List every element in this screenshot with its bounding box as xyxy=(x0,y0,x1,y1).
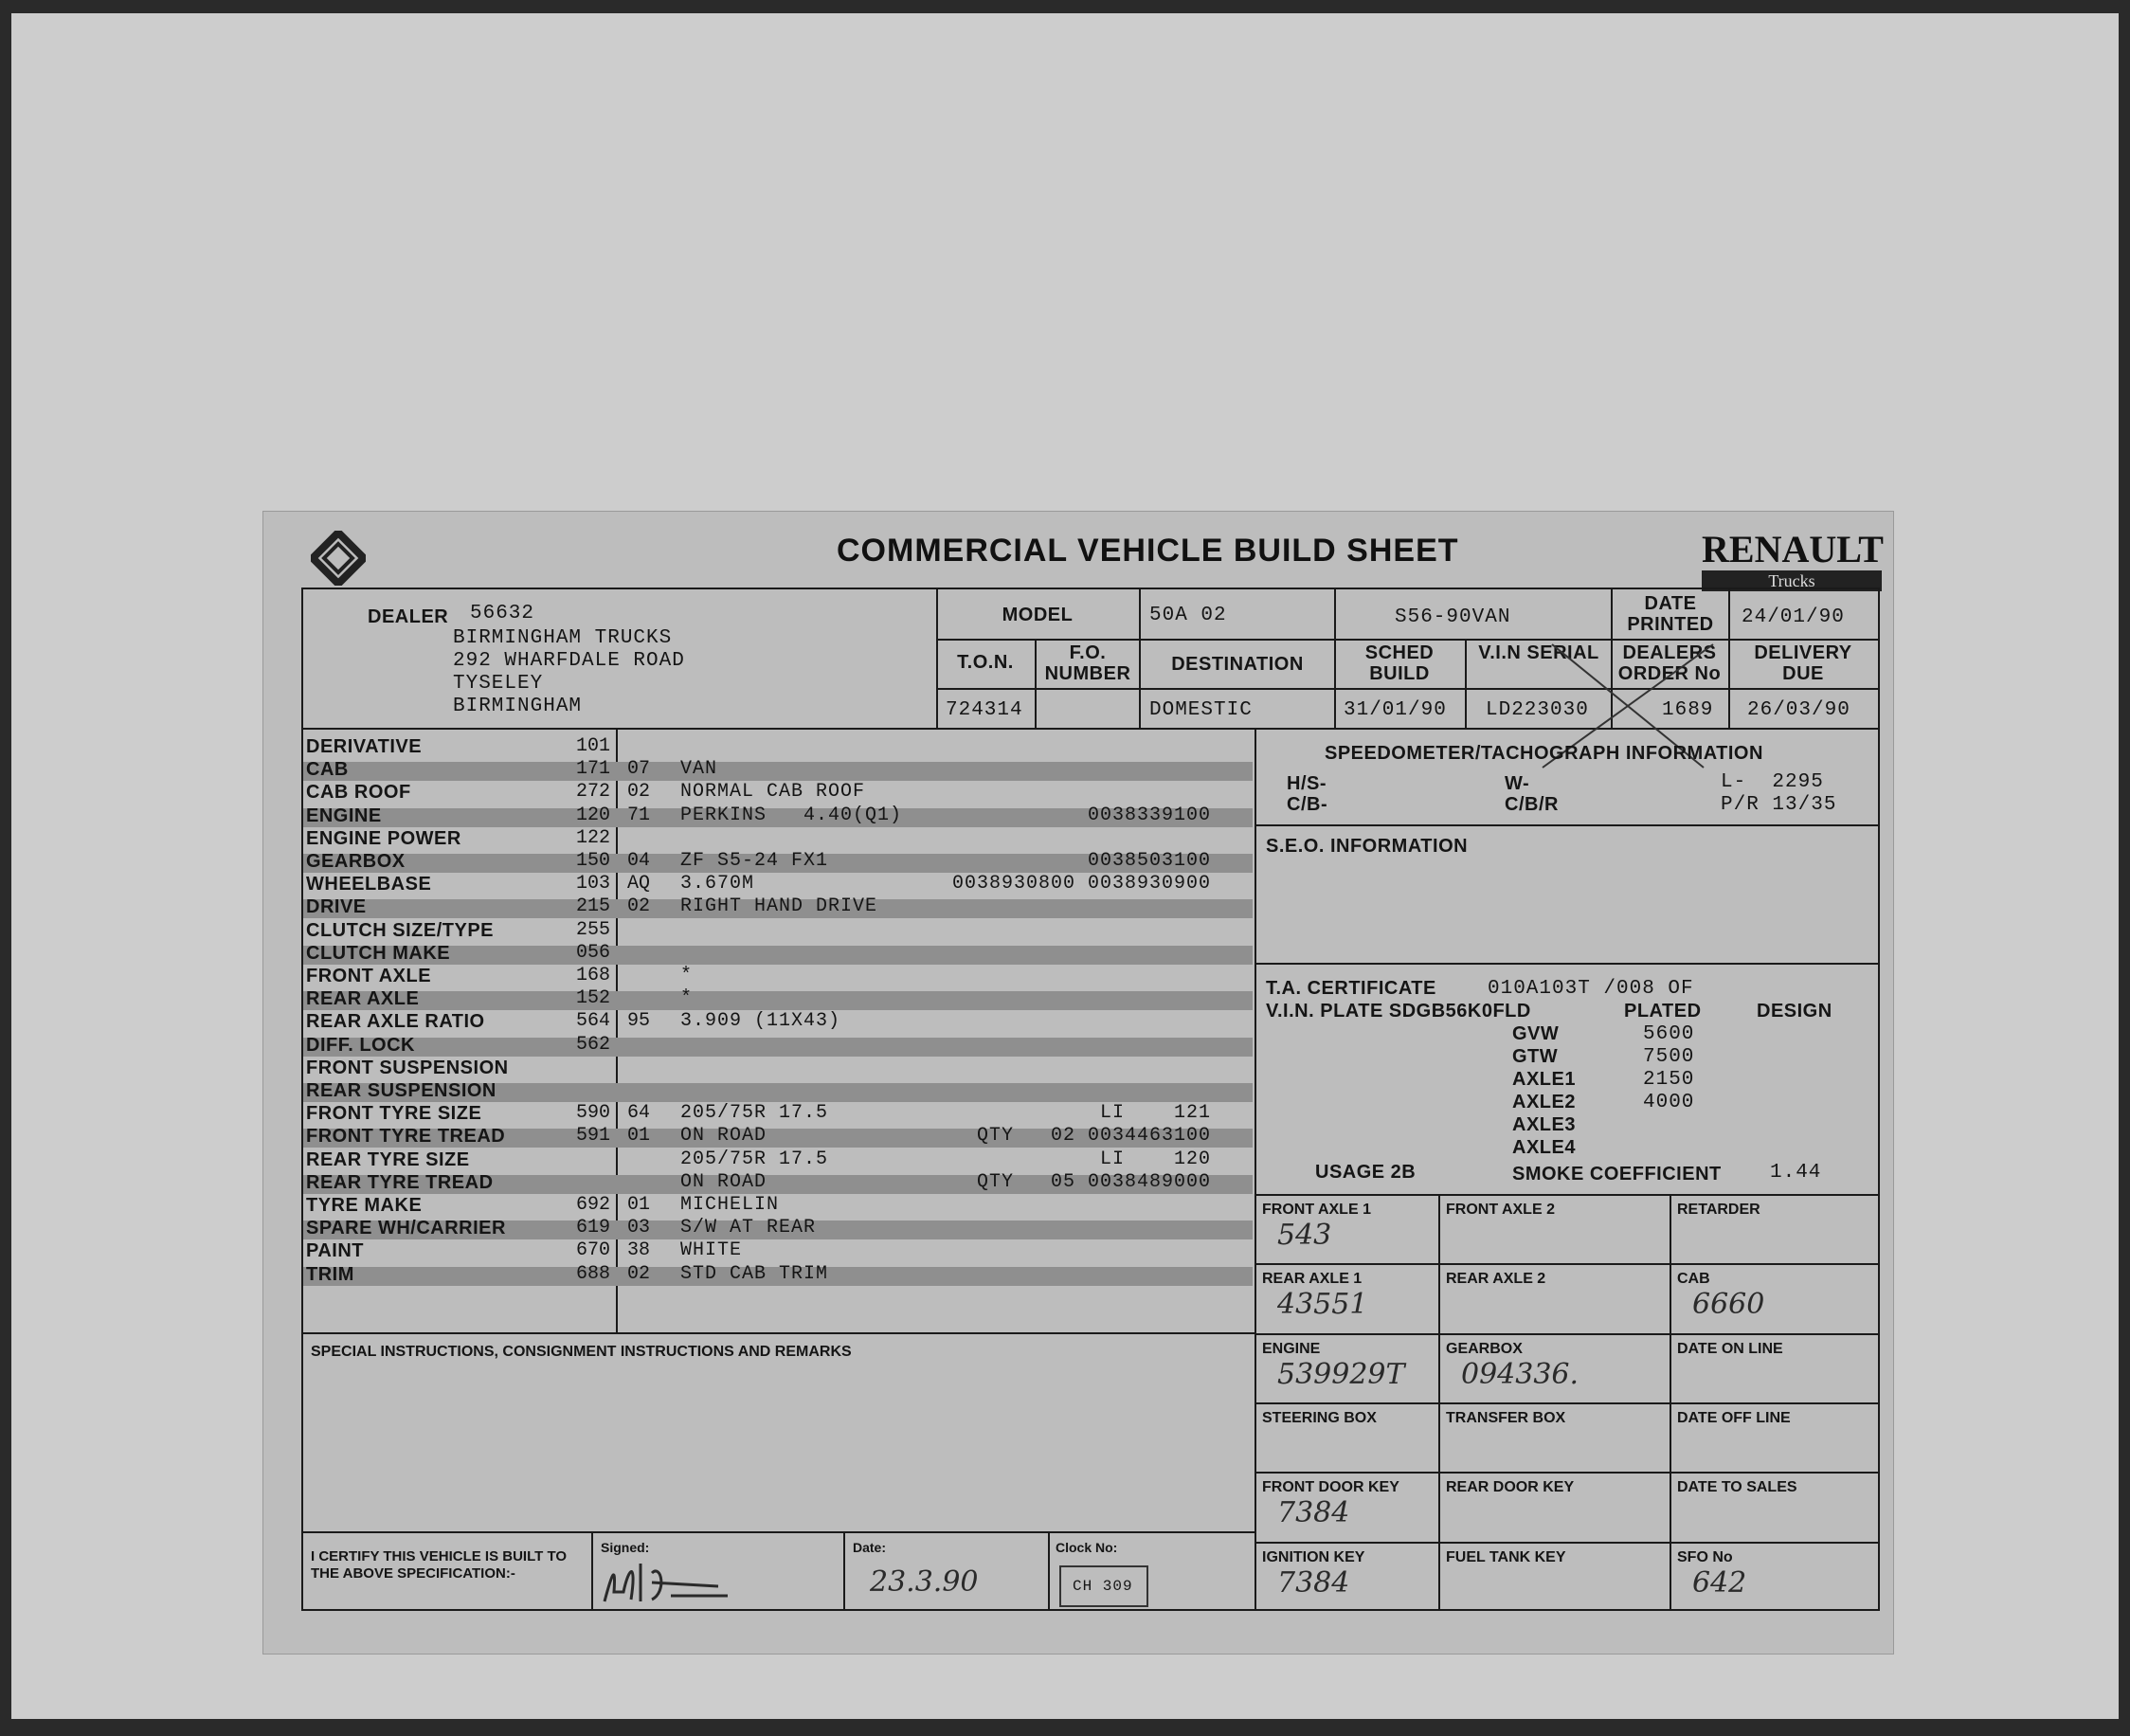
ta-weight-key: GVW xyxy=(1512,1023,1560,1044)
divider xyxy=(1255,1472,1880,1474)
grid-cell-value: 7384 xyxy=(1277,1566,1350,1600)
ta-weight-key: AXLE2 xyxy=(1512,1092,1576,1112)
spec-option: 07 xyxy=(627,758,651,780)
spec-label: DIFF. LOCK xyxy=(306,1035,415,1056)
spec-label: FRONT TYRE SIZE xyxy=(306,1103,482,1124)
brand-sub: Trucks xyxy=(1702,570,1882,591)
divider xyxy=(301,1531,1256,1533)
spec-code: 272 xyxy=(575,781,610,803)
spec-label: GEARBOX xyxy=(306,851,406,872)
spec-label: CLUTCH SIZE/TYPE xyxy=(306,920,495,941)
ta-weight-key: AXLE1 xyxy=(1512,1069,1576,1090)
dealers-order-value: 1689 xyxy=(1662,699,1714,721)
spec-code: 619 xyxy=(575,1217,610,1239)
spec-code: 103 xyxy=(575,873,610,895)
usage: USAGE 2B xyxy=(1315,1162,1417,1183)
spec-option: AQ xyxy=(627,873,651,895)
grid-cell-label: REAR AXLE 2 xyxy=(1446,1271,1546,1287)
divider xyxy=(1255,824,1880,826)
grid-cell-label: IGNITION KEY xyxy=(1262,1549,1365,1565)
spec-description: 3.909 (11X43) xyxy=(680,1010,841,1032)
grid-cell-label: DATE ON LINE xyxy=(1677,1341,1783,1357)
dealer-address-line: 292 WHARFDALE ROAD xyxy=(453,650,685,672)
ta-cert-label: T.A. CERTIFICATE xyxy=(1266,978,1436,999)
dealer-address-line: BIRMINGHAM xyxy=(453,696,583,717)
destination-label: DESTINATION xyxy=(1171,654,1304,675)
divider xyxy=(1670,1194,1671,1611)
spec-code: 171 xyxy=(575,758,610,780)
speedo-pr: P/R 13/35 xyxy=(1721,794,1837,816)
spec-label: ENGINE xyxy=(306,805,382,826)
spec-code: 692 xyxy=(575,1194,610,1216)
brand-name: RENAULT xyxy=(1702,528,1884,570)
spec-code: 056 xyxy=(575,942,610,964)
spec-label: DRIVE xyxy=(306,896,367,917)
grid-cell-label: REAR AXLE 1 xyxy=(1262,1271,1363,1287)
sched-build-value: 31/01/90 xyxy=(1344,699,1447,721)
spec-code: 562 xyxy=(575,1034,610,1056)
speedo-cb: C/B- xyxy=(1287,794,1328,815)
spec-part-number: QTY 05 0038489000 xyxy=(976,1171,1211,1193)
spec-label: REAR AXLE xyxy=(306,988,420,1009)
spec-part-number: QTY 02 0034463100 xyxy=(976,1125,1211,1147)
spec-label: FRONT AXLE xyxy=(306,966,432,986)
divider xyxy=(936,688,1880,690)
spec-label: REAR AXLE RATIO xyxy=(306,1011,485,1032)
divider xyxy=(1255,963,1880,965)
spec-label: FRONT SUSPENSION xyxy=(306,1058,509,1078)
divider xyxy=(843,1531,845,1611)
spec-part-number: LI 121 xyxy=(1099,1102,1211,1124)
grid-cell-label: RETARDER xyxy=(1677,1202,1760,1218)
divider xyxy=(1334,588,1336,730)
date-value: 23.3.90 xyxy=(870,1565,979,1599)
divider xyxy=(1255,728,1256,1611)
ta-weight-value: 7500 xyxy=(1643,1046,1695,1068)
row-shading xyxy=(303,762,1253,781)
divider xyxy=(1255,1263,1880,1265)
grid-cell-value: 43551 xyxy=(1277,1288,1368,1321)
divider xyxy=(1255,1333,1880,1335)
spec-description: RIGHT HAND DRIVE xyxy=(680,895,878,917)
spec-description: * xyxy=(680,987,694,1009)
model-variant: S56-90VAN xyxy=(1395,606,1511,628)
divider xyxy=(1048,1531,1050,1611)
spec-description: ON ROAD xyxy=(680,1125,767,1147)
divider xyxy=(301,1332,1256,1334)
spec-label: CAB ROOF xyxy=(306,782,411,803)
signed-label: Signed: xyxy=(601,1540,650,1555)
grid-cell-label: STEERING BOX xyxy=(1262,1410,1377,1426)
ta-weight-value: 2150 xyxy=(1643,1069,1695,1091)
spec-description: MICHELIN xyxy=(680,1194,780,1216)
model-label: MODEL xyxy=(1002,605,1074,625)
ta-weight-value: 4000 xyxy=(1643,1092,1695,1113)
spec-code: 150 xyxy=(575,850,610,872)
speedo-l: L- 2295 xyxy=(1721,771,1824,793)
divider xyxy=(1728,588,1730,730)
scan-background xyxy=(11,13,2119,1719)
grid-cell-label: FRONT AXLE 2 xyxy=(1446,1202,1555,1218)
grid-cell-value: 543 xyxy=(1277,1219,1332,1252)
smoke-label: SMOKE COEFFICIENT xyxy=(1512,1164,1722,1184)
spec-code: 688 xyxy=(575,1263,610,1285)
destination-value: DOMESTIC xyxy=(1149,699,1253,721)
grid-cell-value: 6660 xyxy=(1692,1288,1765,1321)
spec-label: FRONT TYRE TREAD xyxy=(306,1126,506,1147)
grid-cell-label: SFO No xyxy=(1677,1549,1733,1565)
spec-code: 122 xyxy=(575,827,610,849)
grid-cell-label: FUEL TANK KEY xyxy=(1446,1549,1566,1565)
delivery-due-value: 26/03/90 xyxy=(1747,699,1850,721)
spec-option: 02 xyxy=(627,895,651,917)
spec-description: ON ROAD xyxy=(680,1171,767,1193)
spec-code: 590 xyxy=(575,1102,610,1124)
spec-option: 04 xyxy=(627,850,651,872)
grid-cell-label: TRANSFER BOX xyxy=(1446,1410,1566,1426)
spec-code: 215 xyxy=(575,895,610,917)
ta-weight-key: AXLE3 xyxy=(1512,1114,1576,1135)
clock-label: Clock No: xyxy=(1056,1540,1118,1555)
spec-label: PAINT xyxy=(306,1240,365,1261)
spec-option: 03 xyxy=(627,1217,651,1239)
date-printed-value: 24/01/90 xyxy=(1742,606,1845,628)
grid-cell-value: 7384 xyxy=(1277,1496,1350,1529)
spec-label: REAR SUSPENSION xyxy=(306,1080,496,1101)
grid-cell-label: FRONT AXLE 1 xyxy=(1262,1202,1371,1218)
dealer-code: 56632 xyxy=(470,603,535,624)
handwritten-signature xyxy=(595,1554,737,1607)
divider xyxy=(936,639,1880,641)
spec-label: REAR TYRE SIZE xyxy=(306,1149,470,1170)
smoke-value: 1.44 xyxy=(1770,1162,1822,1184)
spec-option: 95 xyxy=(627,1010,651,1032)
divider xyxy=(1255,1542,1880,1544)
spec-code: 255 xyxy=(575,919,610,941)
spec-description: 3.670M xyxy=(680,873,755,895)
ta-cert-value: 010A103T /008 OF xyxy=(1488,978,1694,1000)
spec-part-number: 0038930800 0038930900 xyxy=(951,873,1211,895)
speedo-cbr: C/B/R xyxy=(1505,794,1559,815)
divider xyxy=(1035,639,1037,728)
spec-label: SPARE WH/CARRIER xyxy=(306,1218,506,1239)
vin-serial-value: LD223030 xyxy=(1486,699,1589,721)
spec-description: STD CAB TRIM xyxy=(680,1263,829,1285)
ta-weight-key: GTW xyxy=(1512,1046,1559,1067)
dealer-address-line: TYSELEY xyxy=(453,673,544,695)
renault-diamond-logo xyxy=(311,531,366,586)
spec-description: ZF S5-24 FX1 xyxy=(680,850,829,872)
model-value: 50A 02 xyxy=(1149,605,1227,626)
plated-header: PLATED xyxy=(1624,1001,1702,1022)
divider xyxy=(1255,1402,1880,1404)
date-printed-label: DATE PRINTED xyxy=(1627,593,1714,635)
spec-option: 64 xyxy=(627,1102,651,1124)
spec-code: 152 xyxy=(575,987,610,1009)
spec-option: 71 xyxy=(627,805,651,826)
spec-label: REAR TYRE TREAD xyxy=(306,1172,494,1193)
spec-code: 670 xyxy=(575,1239,610,1261)
design-header: DESIGN xyxy=(1757,1001,1832,1022)
grid-cell-value: 642 xyxy=(1692,1566,1747,1600)
vin-plate: V.I.N. PLATE SDGB56K0FLD xyxy=(1266,1001,1531,1022)
spec-label: CAB xyxy=(306,759,349,780)
grid-cell-label: REAR DOOR KEY xyxy=(1446,1479,1575,1495)
spec-code: 591 xyxy=(575,1125,610,1147)
build-sheet xyxy=(262,511,1894,1655)
divider xyxy=(1438,1194,1440,1611)
spec-label: DERIVATIVE xyxy=(306,736,423,757)
grid-cell-label: CAB xyxy=(1677,1271,1710,1287)
spec-option: 01 xyxy=(627,1125,651,1147)
divider xyxy=(591,1531,593,1611)
spec-option: 01 xyxy=(627,1194,651,1216)
renault-trucks-logo xyxy=(1702,529,1882,588)
spec-code: 120 xyxy=(575,805,610,826)
certify-text: I CERTIFY THIS VEHICLE IS BUILT TO THE ABOVE SPECIFICATION:- xyxy=(311,1548,568,1582)
grid-cell-label: DATE OFF LINE xyxy=(1677,1410,1791,1426)
spec-description: 205/75R 17.5 xyxy=(680,1102,829,1124)
row-shading xyxy=(303,1038,1253,1057)
spec-option: 02 xyxy=(627,781,651,803)
spec-label: CLUTCH MAKE xyxy=(306,943,451,964)
clock-stamp xyxy=(1059,1565,1148,1607)
clock-value: CH 309 xyxy=(1073,1578,1133,1595)
spec-part-number: 0038503100 xyxy=(1087,850,1211,872)
spec-option: 38 xyxy=(627,1239,651,1261)
spec-description: PERKINS 4.40(Q1) xyxy=(680,805,903,826)
spec-part-number: LI 120 xyxy=(1099,1148,1211,1170)
date-label: Date: xyxy=(853,1540,887,1555)
dealer-address-line: BIRMINGHAM TRUCKS xyxy=(453,627,673,649)
speedo-w: W- xyxy=(1505,773,1530,794)
ta-weight-value: 5600 xyxy=(1643,1023,1695,1045)
speedo-title: SPEEDOMETER/TACHOGRAPH INFORMATION xyxy=(1325,743,1763,764)
dealers-order-label: DEALERS ORDER No xyxy=(1617,642,1722,684)
grid-cell-label: FRONT DOOR KEY xyxy=(1262,1479,1399,1495)
grid-cell-value: 539929T xyxy=(1277,1358,1405,1391)
spec-code: 564 xyxy=(575,1010,610,1032)
grid-cell-value: 094336. xyxy=(1461,1358,1579,1391)
divider xyxy=(1255,1194,1880,1196)
spec-label: WHEELBASE xyxy=(306,874,432,895)
vin-serial-label: V.I.N SERIAL xyxy=(1478,642,1599,663)
divider xyxy=(1465,639,1467,728)
spec-label: TYRE MAKE xyxy=(306,1195,423,1216)
spec-label: TRIM xyxy=(306,1264,354,1285)
sheet-title: COMMERCIAL VEHICLE BUILD SHEET xyxy=(837,533,1459,569)
grid-cell-label: DATE TO SALES xyxy=(1677,1479,1797,1495)
spec-part-number: 0038339100 xyxy=(1087,805,1211,826)
grid-cell-label: ENGINE xyxy=(1262,1341,1321,1357)
ton-value: 724314 xyxy=(946,699,1023,721)
spec-code: 101 xyxy=(575,735,610,757)
dealer-label: DEALER xyxy=(368,606,449,627)
spec-description: * xyxy=(680,965,694,986)
spec-description: 205/75R 17.5 xyxy=(680,1148,829,1170)
ton-label: T.O.N. xyxy=(957,652,1014,673)
spec-code: 168 xyxy=(575,965,610,986)
spec-description: VAN xyxy=(680,758,718,780)
sched-build-label: SCHED BUILD xyxy=(1364,642,1435,684)
delivery-due-label: DELIVERY DUE xyxy=(1754,642,1852,684)
speedo-hs: H/S- xyxy=(1287,773,1327,794)
spec-option: 02 xyxy=(627,1263,651,1285)
spec-description: S/W AT REAR xyxy=(680,1217,817,1239)
ta-weight-key: AXLE4 xyxy=(1512,1137,1576,1158)
special-instructions-title: SPECIAL INSTRUCTIONS, CONSIGNMENT INSTRUCTIONS AND REMARKS xyxy=(311,1344,852,1360)
spec-label: ENGINE POWER xyxy=(306,828,461,849)
fo-number-label: F.O. NUMBER xyxy=(1044,642,1131,684)
row-shading xyxy=(303,991,1253,1010)
spec-description: WHITE xyxy=(680,1239,743,1261)
grid-cell-label: GEARBOX xyxy=(1446,1341,1523,1357)
spec-description: NORMAL CAB ROOF xyxy=(680,781,866,803)
seo-title: S.E.O. INFORMATION xyxy=(1266,836,1469,857)
